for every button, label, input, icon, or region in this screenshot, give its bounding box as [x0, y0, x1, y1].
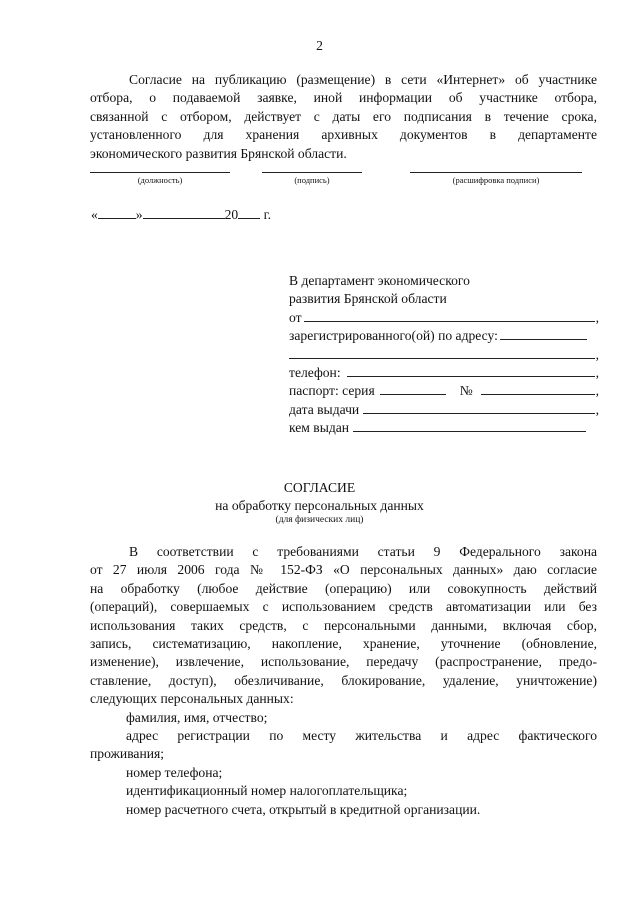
paragraph-line: запись, систематизацию, накопление, хранение, уточнение (обновление, [90, 636, 597, 652]
paragraph-line: (операций), совершаемых с использованием средств автоматизации или без [90, 599, 597, 615]
paragraph-line: экономического развития Брянской области. [90, 145, 347, 161]
phone-row [289, 364, 599, 382]
passport-row [289, 382, 599, 400]
from-field[interactable] [304, 309, 595, 322]
date-close-quote: » [135, 207, 143, 222]
list-item: адрес регистрации по месту жительства и адрес фактического [126, 728, 597, 744]
list-item: номер расчетного счета, открытый в кредитной организации. [126, 801, 481, 817]
list-item: идентификационный номер налогоплательщика; [126, 783, 408, 799]
phone-field[interactable] [347, 364, 595, 377]
day-field[interactable] [98, 206, 136, 219]
decoding-caption: (расшифровка подписи) [452, 175, 540, 185]
comma: , [595, 346, 599, 362]
addressee-line-1: В департамент экономического [289, 273, 470, 288]
registered-address-field[interactable] [500, 327, 587, 340]
paragraph-line: связанной с отбором, действует с даты его подписания в течение срока, [90, 108, 597, 124]
consent-body [90, 543, 597, 819]
position-signature-line [90, 158, 230, 173]
passport-number-field[interactable] [481, 382, 595, 395]
comma: , [595, 309, 599, 325]
paragraph-line: изменение), извлечение, использование, передачу (распространение, предо- [90, 654, 597, 670]
from-label: от [289, 309, 302, 325]
paragraph-line: следующих персональных данных: [90, 691, 294, 707]
year-suffix: г. [263, 207, 272, 222]
page-number: 2 [316, 38, 323, 53]
signature-line [262, 158, 362, 173]
date-line [91, 206, 271, 224]
paragraph-line: от 27 июля 2006 года № 152-ФЗ «О персональных данных» даю согласие [90, 562, 597, 578]
from-row [289, 309, 599, 327]
list-item: номер телефона; [126, 764, 223, 780]
paragraph-line: Согласие на публикацию (размещение) в сети «Интернет» об участнике [129, 72, 597, 87]
issue-date-label: дата выдачи [289, 401, 360, 417]
issue-date-row [289, 401, 599, 419]
consent-note: (для физических лиц) [275, 515, 364, 525]
phone-label: телефон: [289, 365, 341, 381]
paragraph-line: отбора, о подаваемой заявке, иной информации об участнике отбора, [90, 90, 597, 106]
passport-series-label: паспорт: серия [289, 383, 375, 399]
issued-by-field[interactable] [353, 419, 586, 432]
comma: , [595, 401, 599, 417]
date-open-quote: « [91, 207, 98, 222]
list-item-continuation: проживания; [90, 746, 165, 762]
consent-title: СОГЛАСИЕ [283, 480, 356, 495]
issue-date-field[interactable] [363, 401, 594, 414]
position-caption: (должность) [137, 175, 183, 185]
passport-number-label: № [459, 383, 473, 399]
month-field[interactable] [143, 206, 225, 219]
paragraph-line: использования таких средств, с персональными данными, включая сбор, [90, 617, 597, 633]
registered-label: зарегистрированного(ой) по адресу: [289, 328, 498, 344]
year-prefix: 20 [224, 207, 239, 222]
decoding-signature-line [410, 158, 582, 173]
issued-by-label: кем выдан [289, 420, 350, 436]
paragraph-line: на обработку (любое действие (операцию) или совокупность действий [90, 580, 597, 596]
passport-series-field[interactable] [380, 382, 446, 395]
publication-consent-paragraph [90, 71, 597, 163]
issued-by-row [289, 419, 599, 437]
addressee-line-2: развития Брянской области [289, 291, 447, 307]
addressee-block [289, 272, 599, 438]
address-continuation-row [289, 346, 599, 364]
paragraph-line: установленного для хранения архивных документов в департаменте [90, 127, 597, 143]
consent-subtitle: на обработку персональных данных [215, 498, 424, 513]
signature-caption: (подпись) [294, 175, 330, 185]
list-item: фамилия, имя, отчество; [126, 709, 268, 725]
comma: , [595, 383, 599, 399]
paragraph-line: В соответствии с требованиями статьи 9 Федерального закона [129, 544, 597, 559]
paragraph-line: ставление, доступ), обезличивание, блокирование, удаление, уничтожение) [90, 672, 597, 688]
year-field[interactable] [238, 206, 260, 219]
registered-row [289, 327, 599, 345]
comma: , [595, 365, 599, 381]
address-continuation-field[interactable] [289, 346, 595, 359]
